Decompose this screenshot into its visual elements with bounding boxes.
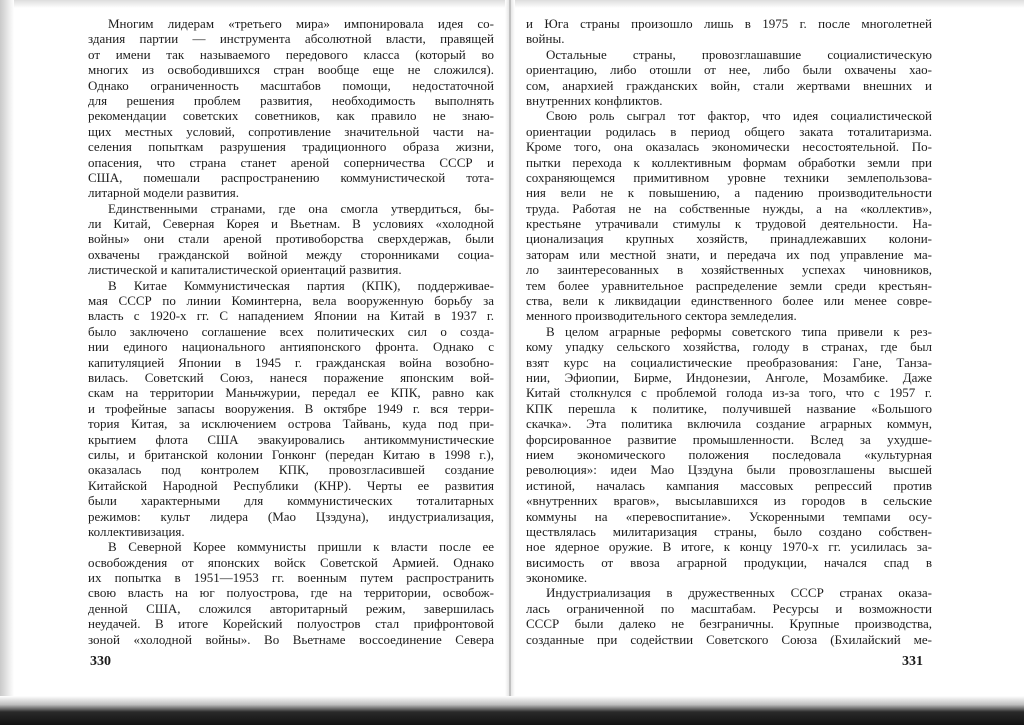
paragraph — [526, 47, 932, 109]
text-line: революция»: идеи Мао Цзэдуна были провозглашены высшей — [526, 462, 932, 478]
text-line: Кроме того, она оказалась экономически несостоятельной. По- — [526, 139, 932, 155]
left-page-text — [88, 16, 494, 647]
left-page-number: 330 — [90, 654, 111, 669]
text-line: вилась. Советский Союз, нанеся поражение японским вой- — [88, 369, 494, 385]
text-line: освобождения от японских войск Советской Армией. Однако — [88, 554, 494, 570]
text-line: «внутренних врагов», высылавшихся из городов в сельские — [526, 493, 932, 509]
text-line: крытием флота США эвакуировались антикоммунистические — [88, 431, 494, 447]
text-line: и Юга страны произошло лишь в 1975 г. после многолетней — [526, 16, 932, 31]
text-line: висимость от ввоза аграрной продукции, начался спад в — [526, 554, 932, 570]
text-line: скачка». Эта политика включила создание аграрных коммун, — [526, 416, 932, 432]
text-line: войны. — [526, 31, 565, 47]
book-spine-fold — [505, 0, 515, 725]
text-line: мая СССР по линии Коминтерна, вела вооруженную борьбу за — [88, 293, 494, 309]
text-line: Свою роль сыграл тот фактор, что идея социалистической — [546, 108, 932, 124]
paragraph — [88, 201, 494, 278]
text-line: В Китае Коммунистическая партия (КПК), поддерживае- — [108, 277, 494, 293]
text-line: свою власть на юг полуострова, где на территории, освобож- — [88, 585, 494, 601]
text-line: Многим лидерам «третьего мира» импонировала идея со- — [108, 16, 494, 31]
text-line: нием экономического положения последовала «культурная — [526, 446, 932, 462]
text-line: взят курс на социалистические преобразования: Гане, Танза- — [526, 354, 932, 370]
text-line: тория Китая, за исключением острова Тайвань, куда под при- — [88, 416, 494, 432]
text-line: созданные при содействии Советского Союза (Бхилайский ме- — [526, 631, 932, 647]
text-line: лась ограниченной по масштабам. Ресурсы и возможности — [526, 600, 932, 616]
text-line: для решения проблем развития, необходимость выполнять — [88, 92, 494, 108]
text-line: щих местных условий, сопротивление значительной части на- — [88, 123, 494, 139]
text-line: В целом аграрные реформы советского типа привели к рез- — [546, 323, 932, 339]
text-line: тем более уравнительное распределение земли среди крестьян- — [526, 277, 932, 293]
text-line: опасения, что страна станет ареной соперничества СССР и — [88, 154, 494, 170]
text-line: охвачены гражданской войной между сторонниками социа- — [88, 246, 494, 262]
paragraph — [88, 539, 494, 647]
text-line: коммуны на «перевоспитание». Ускоренными темпами осу- — [526, 508, 932, 524]
text-line: литарной модели развития. — [88, 185, 240, 201]
text-line: и трофейные запасы вооружения. В октябре 1949 г. вся терри- — [88, 400, 494, 416]
text-line: коллективизация. — [88, 523, 185, 539]
paragraph — [526, 16, 932, 47]
text-line: КПК перешла к политике, получившей название «Большого — [526, 400, 932, 416]
text-line: пытки перехода к коллективным формам обработки земли при — [526, 154, 932, 170]
text-line: силы, и британской колонии Гонконг (передан Китаю в 1998 г.), — [88, 446, 494, 462]
text-line: их попытка в 1951—1953 гг. военным путем распространить — [88, 570, 494, 586]
text-line: нии единого национального антияпонского фронта. Однако с — [88, 339, 494, 355]
text-line: истиной, началась кампания массовых репрессий против — [526, 477, 932, 493]
text-line: менного производительного сектора земледелия. — [526, 308, 797, 324]
text-line: Однако ограниченность масштабов помощи, недостаточной — [88, 77, 494, 93]
right-page-text — [526, 16, 932, 647]
text-line: форсированное развитие промышленности. Вслед за ухудше- — [526, 431, 932, 447]
text-line: ориентацию, либо отошли от нее, либо были охвачены хао- — [526, 62, 932, 78]
text-line: власть с 1920-х гг. С нападением Японии на Китай в 1937 г. — [88, 308, 494, 324]
paragraph — [526, 108, 932, 323]
text-line: оказалась под контролем КПК, провозгласившей создание — [88, 462, 494, 478]
scan-left-edge-shadow — [0, 0, 14, 725]
text-line: сом, анархией гражданских войн, стали жертвами внешних и — [526, 77, 932, 93]
text-line: были характерными для коммунистических тоталитарных — [88, 493, 494, 509]
text-line: от имени так называемого передового класса (который во — [88, 46, 494, 62]
text-line: заторам или местной знати, и передача их под управление ма- — [526, 246, 932, 262]
text-line: зоной «холодной войны». Во Вьетнаме воссоединение Севера — [88, 631, 494, 647]
text-line: крестьяне утрачивали стимулы к трудовой деятельности. На- — [526, 216, 932, 232]
text-line: нии, Эфиопии, Бирме, Индонезии, Анголе, Мозамбике. Даже — [526, 369, 932, 385]
text-line: было заключено соглашение всех политических сил о созда- — [88, 323, 494, 339]
text-line: труда. Работая не на собственные нужды, а на «коллектив», — [526, 200, 932, 216]
text-line: ния вели не к повышению, а падению производительности — [526, 185, 932, 201]
text-line: В Северной Корее коммунисты пришли к власти после ее — [108, 539, 494, 555]
paragraph — [88, 16, 494, 201]
text-line: США, помешали распространению коммунистической тота- — [88, 169, 494, 185]
text-line: внутренних конфликтов. — [526, 92, 663, 108]
text-line: Остальные страны, провозглашавшие социалистическую — [546, 46, 932, 62]
text-line: селения попыткам разрушения традиционного образа жизни, — [88, 139, 494, 155]
text-line: сохраняющемся примитивном уровне техники землепользова- — [526, 169, 932, 185]
text-line: ществлялась милитаризация страны, было создано собствен- — [526, 523, 932, 539]
right-page-number: 331 — [902, 654, 923, 669]
text-line: Индустриализация в дружественных СССР странах оказа- — [546, 585, 932, 601]
paragraph — [526, 585, 932, 647]
text-line: ционализация крупных хозяйств, принадлежавших колони- — [526, 231, 932, 247]
text-line: Китайской Народной Республики (КНР). Черты ее развития — [88, 477, 494, 493]
text-line: ства, вели к ликвидации единственного более или менее совре- — [526, 293, 932, 309]
text-line: Единственными странами, где она смогла утвердиться, бы- — [108, 200, 494, 216]
text-line: ли Китай, Северная Корея и Вьетнам. В условиях «холодной — [88, 216, 494, 232]
text-line: ное ядерное оружие. В итоге, к концу 1970-х гг. усилилась за- — [526, 539, 932, 555]
text-line: скам на территории Маньчжурии, передал ее КПК, равно как — [88, 385, 494, 401]
text-line: рекомендации советских советников, как правило не знаю- — [88, 108, 494, 124]
text-line: Китай столкнулся с проблемой голода из-за того, что с 1957 г. — [526, 385, 932, 401]
text-line: экономике. — [526, 570, 588, 586]
text-line: неудачей. В итоге Корейский полуостров стал прифронтовой — [88, 616, 494, 632]
text-line: кому упадку сельского хозяйства, голоду в странах, где был — [526, 339, 932, 355]
text-line: войны» они стали ареной противоборства сверхдержав, были — [88, 231, 494, 247]
text-line: денной США, сложился авторитарный режим, завершилась — [88, 600, 494, 616]
paragraph — [88, 278, 494, 540]
text-line: капитуляцией Японии в 1945 г. гражданская война возобно- — [88, 354, 494, 370]
text-line: листической и капиталистической ориентаций развития. — [88, 262, 402, 278]
text-line: СССР были далеко не безграничны. Крупные производства, — [526, 616, 932, 632]
text-line: многих из освободившихся стран вообще еще не сложился). — [88, 62, 494, 78]
text-line: режимов: культ лидера (Мао Цзэдуна), индустриализация, — [88, 508, 494, 524]
text-line: ориентации родилась в период общего заката тоталитаризма. — [526, 123, 932, 139]
paragraph — [526, 324, 932, 586]
text-line: ло заинтересованных в хозяйственных успехах чиновников, — [526, 262, 932, 278]
text-line: здания партии — инструмента абсолютной власти, правящей — [88, 31, 494, 47]
scan-bottom-edge — [0, 696, 1024, 725]
